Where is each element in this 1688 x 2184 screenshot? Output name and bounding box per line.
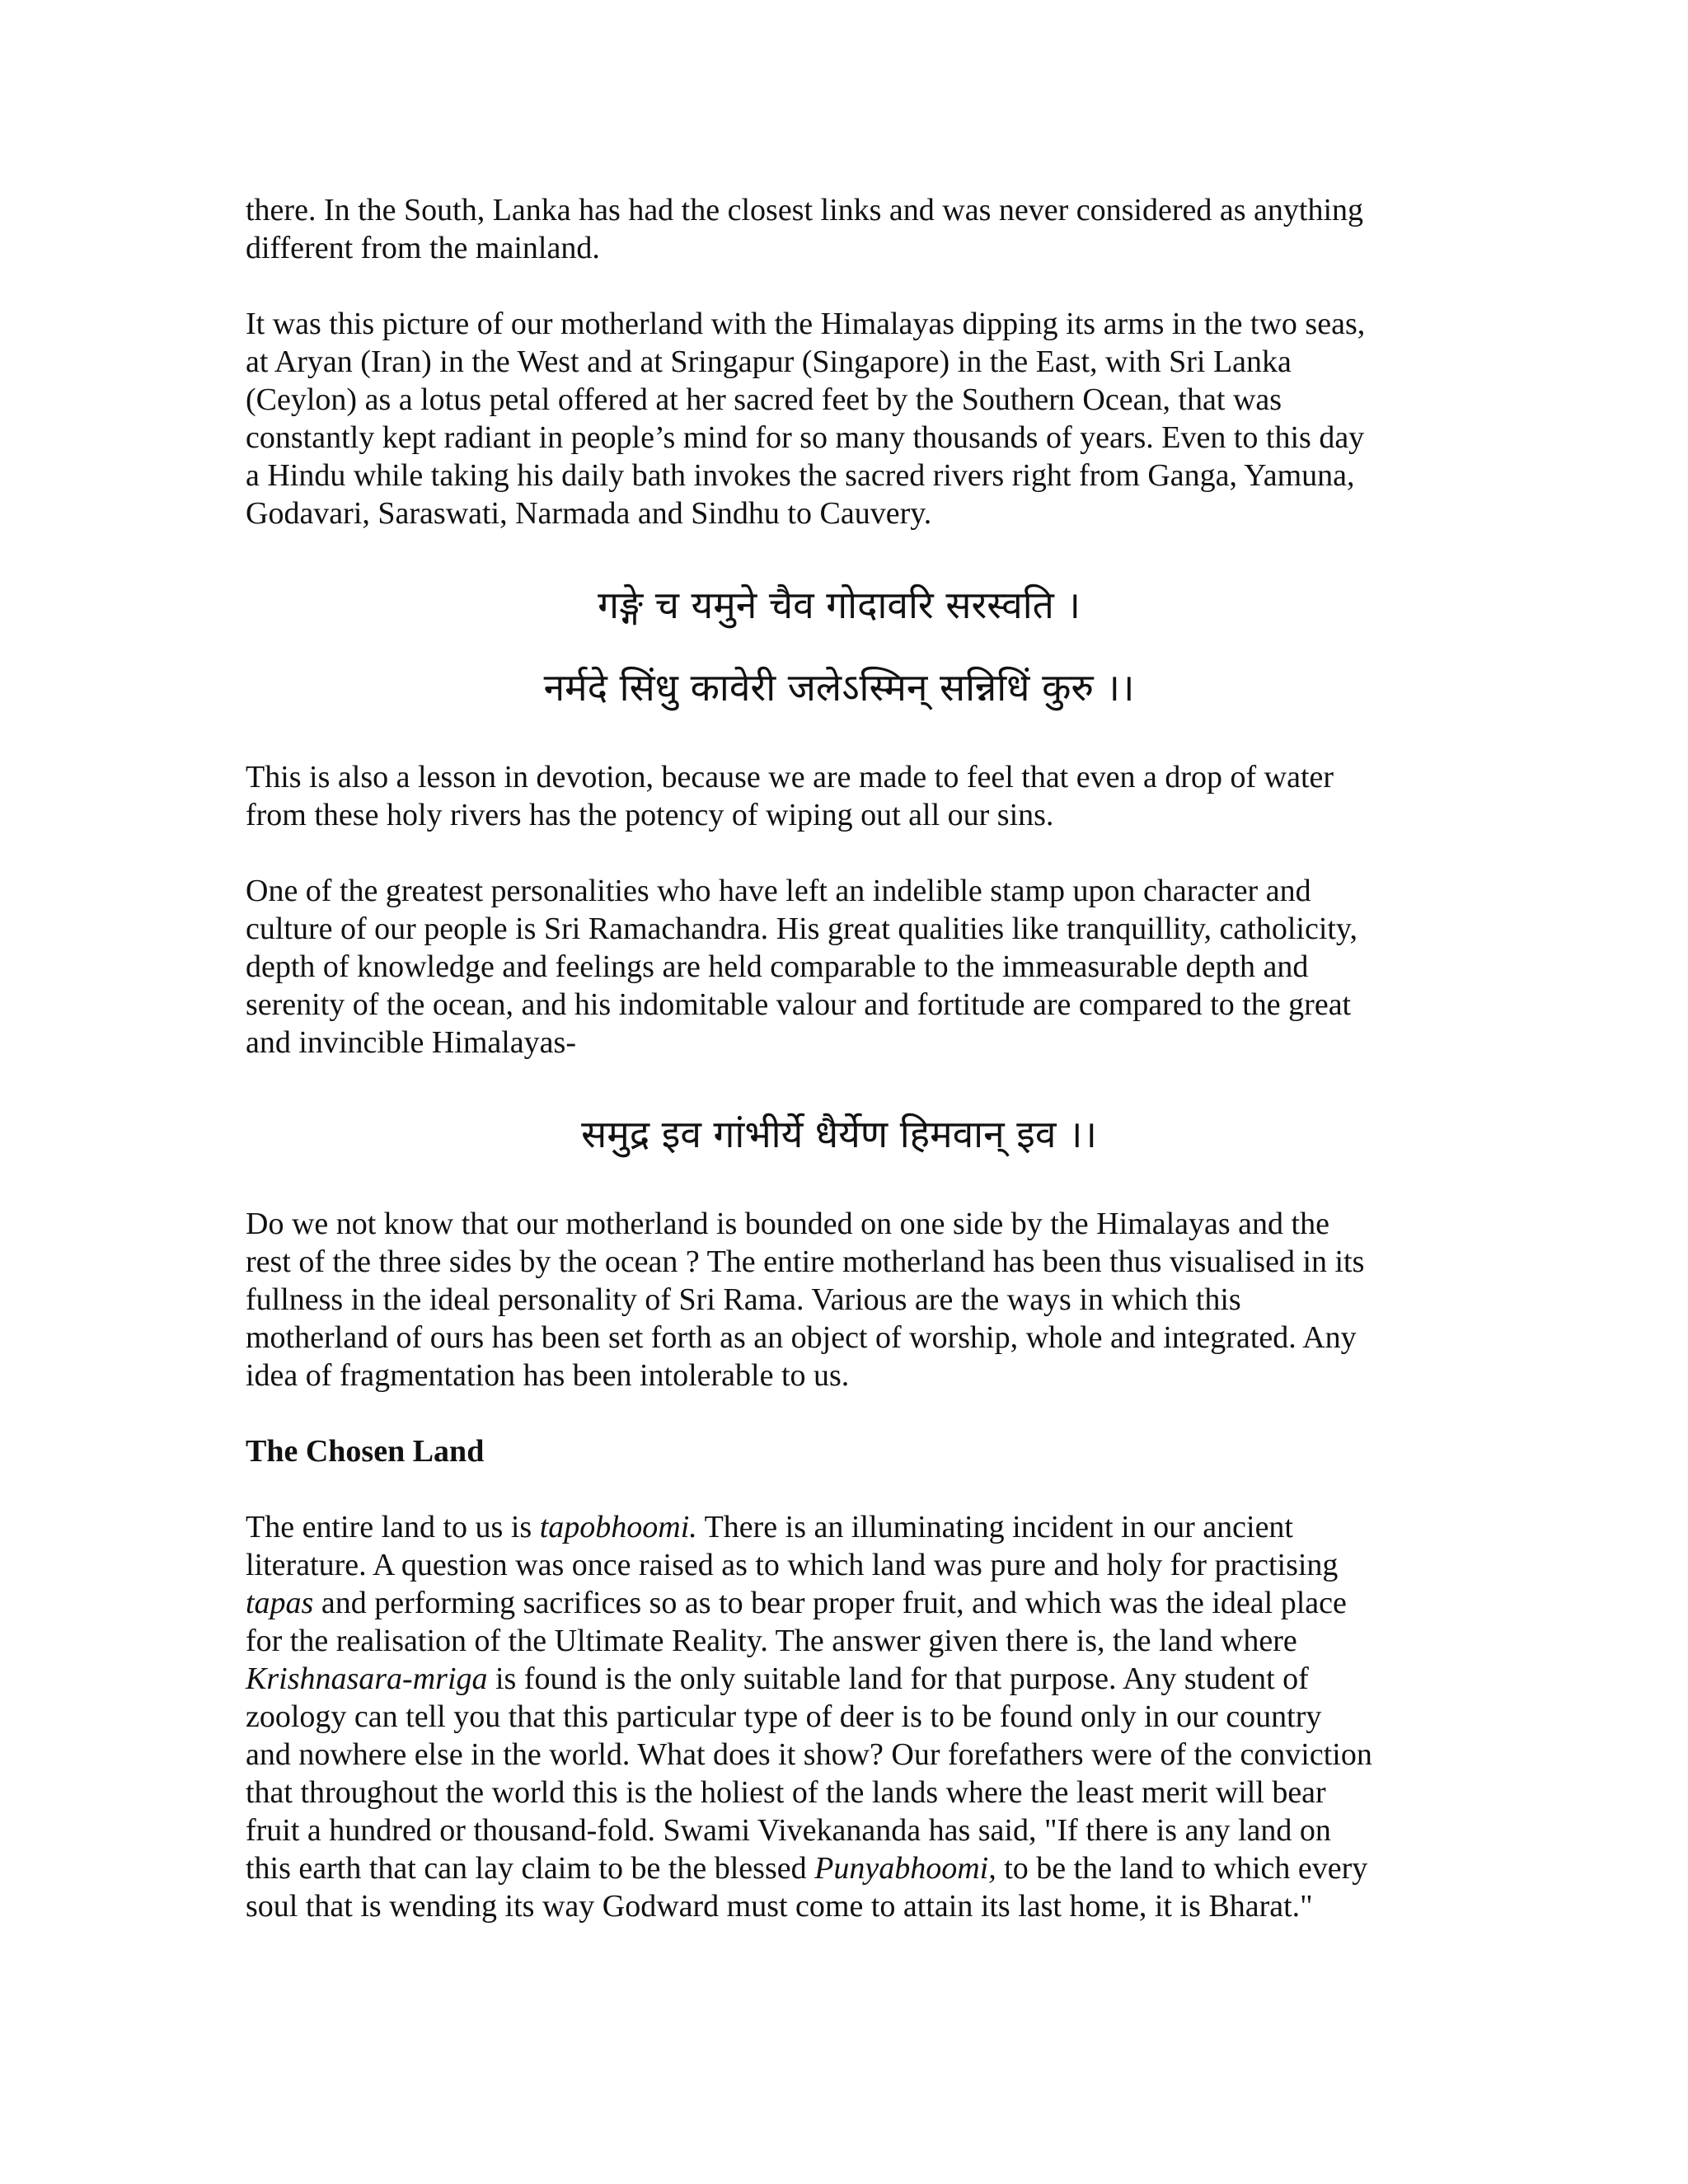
text-line: One of the greatest personalities who have left an indelible stamp upon character and	[246, 874, 1311, 908]
text-line: soul that is wending its way Godward must come to attain its last home, it is Bharat."	[246, 1889, 1313, 1924]
text-segment: is found is the only suitable land for that purpose. Any student of	[487, 1661, 1309, 1696]
text-segment: to be the land to which every	[996, 1851, 1368, 1886]
text-line: constantly kept radiant in people’s mind for so many thousands of years. Even to this day	[246, 420, 1365, 455]
text-line: for the realisation of the Ultimate Reality. The answer given there is, the land where	[246, 1624, 1297, 1658]
text-segment: this earth that can lay claim to be the blessed	[246, 1851, 815, 1886]
text-segment: There is an illuminating incident in our ancient	[696, 1510, 1293, 1544]
text-segment: and performing sacrifices so as to bear proper fruit, and which was the ideal place	[313, 1586, 1347, 1620]
text-line: from these holy rivers has the potency of wiping out all our sins.	[246, 798, 1054, 832]
paragraph-bounded	[246, 1205, 1432, 1394]
italic-term: Punyabhoomi,	[814, 1851, 996, 1886]
italic-term: tapas	[246, 1586, 314, 1620]
text-line: zoology can tell you that this particular type of deer is to be found only in our country	[246, 1699, 1322, 1734]
text-line	[246, 1584, 1432, 1622]
text-line: fruit a hundred or thousand-fold. Swami Vivekananda has said, "If there is any land on	[246, 1813, 1331, 1848]
text-line: motherland of ours has been set forth as an object of worship, whole and integrated. Any	[246, 1320, 1357, 1355]
document-page	[246, 191, 1432, 1963]
text-line: a Hindu while taking his daily bath invokes the sacred rivers right from Ganga, Yamuna,	[246, 458, 1355, 493]
text-line: (Ceylon) as a lotus petal offered at her sacred feet by the Southern Ocean, that was	[246, 382, 1282, 417]
text-line: culture of our people is Sri Ramachandra. His great qualities like tranquillity, catholicity,	[246, 912, 1357, 946]
section-heading: The Chosen Land	[246, 1434, 485, 1469]
text-line: fullness in the ideal personality of Sri Rama. Various are the ways in which this	[246, 1282, 1241, 1317]
text-line	[246, 1849, 1432, 1887]
text-line: and nowhere else in the world. What does it show? Our forefathers were of the conviction	[246, 1737, 1372, 1772]
italic-term: Krishnasara-mriga	[246, 1661, 488, 1696]
text-line: depth of knowledge and feelings are held comparable to the immeasurable depth and	[246, 949, 1309, 984]
text-line: It was this picture of our motherland with the Himalayas dipping its arms in the two seas,	[246, 307, 1366, 341]
text-line: Do we not know that our motherland is bounded on one side by the Himalayas and the	[246, 1207, 1329, 1241]
text-line: Godavari, Saraswati, Narmada and Sindhu to Cauvery.	[246, 496, 932, 531]
paragraph-ramachandra	[246, 872, 1432, 1062]
text-line: idea of fragmentation has been intolerable to us.	[246, 1358, 850, 1393]
verse-line: समुद्र इव गांभीर्ये धैर्येण हिमवान् इव ।।	[581, 1112, 1097, 1156]
text-line	[246, 1660, 1432, 1698]
text-line: there. In the South, Lanka has had the closest links and was never considered as anything	[246, 193, 1364, 227]
text-line	[246, 1508, 1432, 1546]
paragraph-motherland-picture	[246, 305, 1432, 532]
paragraph-chosen-land	[246, 1508, 1432, 1925]
text-line: rest of the three sides by the ocean ? The entire motherland has been thus visualised in its	[246, 1244, 1365, 1279]
text-segment: The entire land to us is	[246, 1510, 540, 1544]
text-line: serenity of the ocean, and his indomitable valour and fortitude are compared to the great	[246, 987, 1352, 1022]
text-line: at Aryan (Iran) in the West and at Sringapur (Singapore) in the East, with Sri Lanka	[246, 344, 1292, 379]
italic-term: tapobhoomi.	[539, 1510, 697, 1544]
verse-line: गङ्गे च यमुने चैव गोदावरि सरस्वति ।	[598, 583, 1081, 627]
text-line: different from the mainland.	[246, 231, 600, 265]
text-line: that throughout the world this is the holiest of the lands where the least merit will bear	[246, 1775, 1326, 1810]
sanskrit-verse-ocean	[246, 1093, 1432, 1175]
text-line: and invincible Himalayas-	[246, 1025, 576, 1060]
sanskrit-verse-rivers	[246, 564, 1432, 729]
verse-line: नर्मदे सिंधु कावेरी जलेऽस्मिन् सन्निधिं कुरु ।।	[543, 665, 1135, 710]
paragraph-devotion	[246, 758, 1432, 834]
text-line: literature. A question was once raised as to which land was pure and holy for practising	[246, 1548, 1339, 1582]
paragraph-lanka	[246, 191, 1432, 267]
text-line: This is also a lesson in devotion, because we are made to feel that even a drop of water	[246, 760, 1334, 794]
